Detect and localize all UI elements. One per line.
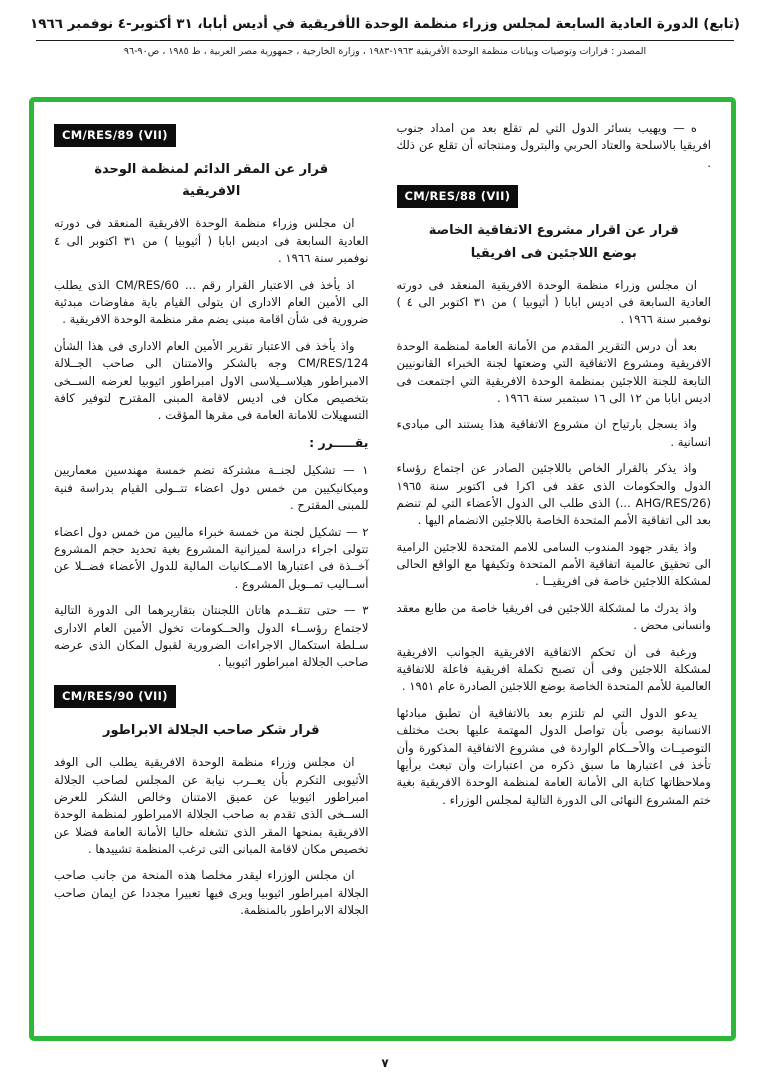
- paragraph: واذ يذكر بالقرار الخاص باللاجئين الصادر عن اجتماع رؤساء الدول والحكومات الذى عقد فى اكرا فى اكتوبر سنة ١٩٦٥ (AHG/RES/26 ...) الذى طلب الى الدول الأعضاء التي لم تنضم بعد الى اتفاقية الأمم المتحدة الخاصة باللاجئين الانضمام اليها .: [396, 461, 711, 528]
- decides-heading: يقـــــرر :: [309, 434, 369, 450]
- paragraph: ان مجلس وزراء منظمة الوحدة الافريقية يطلب الى الوفد الأثيوبى التكرم بأن يعــرب نيابة عن المجلس لصاحب الجلالة امبراطور اثيوبيا عن عميق الامتنان وخالص الشكر للعرض الســخى الذى تقدم به صاحب الجلالة الامبراطور لمنظمة الوحدة الافريقية بمنحها المقر الذى تشغله حاليا الأمانة العامة فضلا عن تخصيص مكان لاقامة المبانى التى ترغب المنظمة تشييدها .: [54, 755, 369, 857]
- resolution-90-label: CM/RES/90 (VII): [54, 685, 176, 708]
- header-source-note: المصدر : قرارات وتوصيات وبيانات منظمة الوحدة الأفريقية ١٩٦٣-١٩٨٣ ، وزارة الخارجية ، جمهورية مصر العربية ، ط ١٩٨٥ ، ص٩٠-٩٦: [123, 46, 647, 58]
- paragraph: واذ يسجل بارتياح ان مشروع الاتفاقية هذا يستند الى مبادىء انسانية .: [396, 417, 711, 449]
- paragraph: واذ يأخذ فى الاعتبار تقرير الأمين العام الادارى فى هذا الشأن CM/RES/124 وجه بالشكر والامتنان الى صاحب الجــلالة الامبراطور هيلاســيلاسى الاول امبراطور اثيوبيا لعرضه الســخى بتخصيص مكان فى اديس لاقامة المبنى المقترح لتوفير كافة التسهيلات للامانة العامة فى مقرها المؤقت .: [54, 338, 369, 423]
- paragraph: يدعو الدول التي لم تلتزم بعد بالاتفاقية أن تطبق مبادئها الانسانية بوصى بأن تواصل الدول المهتمة عليها بحث مختلف التوصيــات والأحــكام الواردة فى مشروع الاتفاقية المذكورة وأن تأخذ فى اعتبارها ما سبق ذكره من اعتبارات وأن تبعث برأيها وملاحظاتها كتابة الى الأمانة العامة لمنظمة الوحدة الافريقية بغية ختم المشروع النهائى الى الدورة التالية لمجلس الوزراء .: [396, 705, 711, 807]
- resolution-88-title: قرار عن اقرار مشروع الاتفاقية الخاصة بوضع اللاجئين فى افريقيا: [428, 223, 679, 261]
- paragraph: ان مجلس وزراء منظمة الوحدة الافريقية المنعقد فى دورته العادية السابعة فى اديس ابابا ( أثيوبيا ) من ٣١ اكتوبر الى ٤ ) نوفمبر سنة ١٩٦٦ .: [396, 277, 711, 327]
- resolution-89-label: CM/RES/89 (VII): [54, 124, 176, 147]
- paragraph: ورغبة فى أن تحكم الاتفاقية الافريقية الجوانب الافريقية لمشكلة اللاجئين وفى أن تصبح تكملة افريقية فاعلة للاتفاقية العالمية للأمم المتحدة الخاصة بوضع اللاجئين الصادرة عام ١٩٥١ .: [396, 644, 711, 694]
- resolution-88-label: CM/RES/88 (VII): [397, 185, 519, 208]
- paragraph: اذ يأخذ فى الاعتبار القرار رقم ... CM/RES/60 الذى يطلب الى الأمين العام الادارى ان يتولى القيام باية مفاوضات مبدئية ضرورية فى شأن اقامة مبنى يضم مقر منظمة الوحدة الافريقية .: [54, 277, 369, 327]
- left-column: [54, 120, 369, 1024]
- resolution-90-title: قرار شكر صاحب الجلالة الابراطور: [103, 723, 320, 739]
- carryover-paragraph: ه — ويهيب بسائر الدول التي لم تقلع بعد من امداد جنوب افريقيا بالاسلحة والعتاد الحربي والبترول ومنتجاته أن تقلع عن ذلك .: [396, 121, 711, 170]
- decision-item-1: ١ — تشكيل لجنــة مشتركة تضم خمسة مهندسين معماريين وميكانيكيين من خمس دول اعضاء تتــولى القيام بدراسة فنية للمبنى المقترح .: [54, 463, 369, 513]
- resolution-89-title: قرار عن المقر الدائم لمنظمة الوحدة الافريقية: [94, 162, 329, 200]
- page-header: [30, 14, 740, 59]
- resolution-89-label-row: [54, 120, 369, 157]
- paragraph: بعد أن درس التقرير المقدم من الأمانة العامة لمنظمة الوحدة الافريقية ومشروع الاتفاقية التي وضعتها لجنة الخبراء القانونيين التابعة للجنة اللاجئين بمنظمة الوحدة الافريقية التي اجتمعت فى اديس ابابا من ١٢ الى ١٦ سبتمبر سنة ١٩٦٦ .: [396, 338, 711, 405]
- header-title: (تابع) الدورة العادية السابعة لمجلس وزراء منظمة الوحدة الأفريقية في أديس أبابا، ٣١ أكتوبر-٤ نوفمبر ١٩٦٦: [30, 16, 740, 32]
- two-column-layout: [54, 120, 711, 1024]
- content-frame: [29, 97, 736, 1041]
- resolution-88-label-row: [397, 181, 712, 218]
- header-divider: [36, 40, 734, 41]
- paragraph: ان مجلس الوزراء ليقدر مخلصا هذه المنحة من جانب صاحب الجلالة امبراطور اثيوبيا ويرى فيها تعبيرا مجددا عن ايمان صاحب الجلالة الابراطور بالمنظمة.: [54, 868, 369, 918]
- paragraph: واذ يقدر جهود المندوب السامى للامم المتحدة للاجئين الرامية الى تحقيق عالمية اتفاقية الأمم المتحدة وتكيفها مع الواقع الحالى لمشكلة اللاجئين خاصة فى افريقيــا .: [396, 539, 711, 589]
- decision-item-3: ٣ — حتى تتقــدم هاتان اللجنتان بتقاريرهما الى الدورة التالية لاجتماع رؤســاء الدول والحــكومات تخول الأمين العام الادارى سـلطة استكمال الاجراءات الضرورية لقبول المكان الذى عرضه صاحب الجلالة امبراطور اثيوبيا .: [54, 603, 369, 670]
- paragraph: واذ يدرك ما لمشكلة اللاجئين فى افريقيا خاصة من طابع معقد وانسانى محض .: [396, 600, 711, 633]
- resolution-90-label-row: [54, 681, 369, 718]
- right-column: [397, 120, 712, 1024]
- decision-item-2: ٢ — تشكيل لجنة من خمسة خبراء ماليين من خمس دول اعضاء تتولى اجراء دراسة لميزانية المشروع بغية تحديد حجم المشروع آخــذة فى اعتبارها الامــكانيات المالية للدول الأعضاء فضــلا عن أســاليب تمــويل المشروع .: [54, 524, 369, 591]
- paragraph: ان مجلس وزراء منظمة الوحدة الافريقية المنعقد فى دورته العادية السابعة فى اديس ابابا ( أثيوبيا ) من ٣١ اكتوبر الى ٤ نوفمبر سنة ١٩٦٦ .: [54, 216, 369, 266]
- page-number: ٧: [381, 1056, 389, 1070]
